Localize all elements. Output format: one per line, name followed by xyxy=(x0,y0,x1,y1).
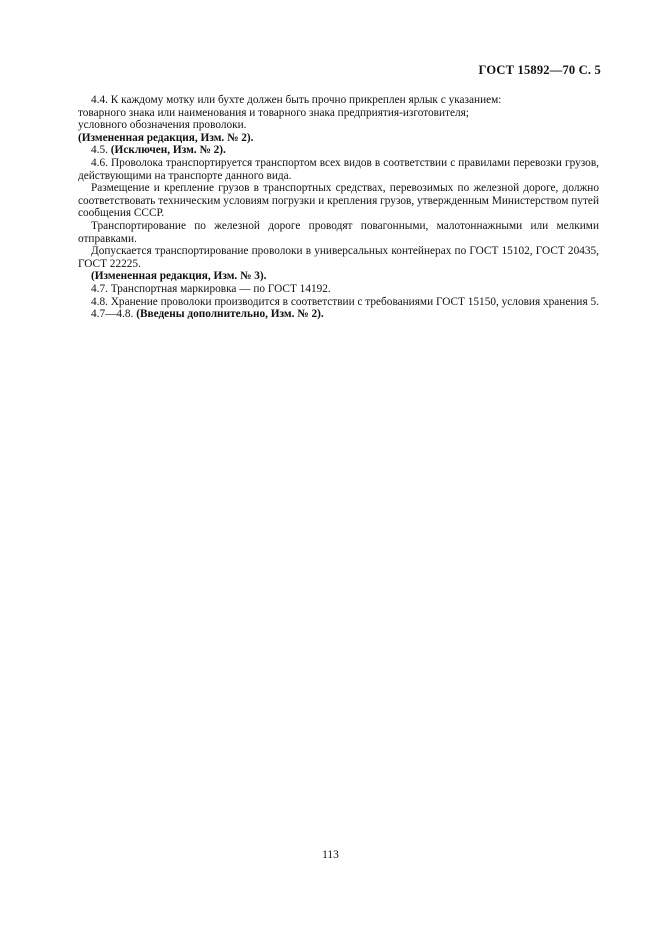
paragraph-4-7-4-8-note xyxy=(91,308,599,321)
document-body xyxy=(78,94,599,321)
paragraph-4-4-line1: 4.4. К каждому мотку или бухте должен быть прочно прикреплен ярлык с указанием: xyxy=(91,94,502,106)
paragraph-4-7: 4.7. Транспортная маркировка — по ГОСТ 14192. xyxy=(91,282,331,295)
paragraph-4-5-number: 4.5. xyxy=(91,144,108,157)
paragraph-4-6 xyxy=(78,157,599,182)
paragraph-4-8 xyxy=(78,296,599,309)
amendment-note-3: (Измененная редакция, Изм. № 3). xyxy=(91,270,267,283)
paragraph-4-4-line3: условного обозначения проволоки. xyxy=(78,119,247,132)
paragraph-4-5-text: (Исключен, Изм. № 2). xyxy=(110,144,226,157)
paragraph-containers-text: Допускается транспортирование проволоки в универсальных контейнерах по ГОСТ 15102, ГОСТ 20435, ГОСТ 22225. xyxy=(78,245,599,270)
page-header: ГОСТ 15892—70 С. 5 xyxy=(478,63,601,77)
paragraph-4-4 xyxy=(91,94,599,107)
paragraph-rail-transport-text: Транспортирование по железной дороге проводят повагонными, малотоннажными или мелкими отправками. xyxy=(78,219,599,245)
paragraph-containers xyxy=(78,245,599,270)
amendment-note-2: (Измененная редакция, Изм. № 2). xyxy=(78,131,254,144)
paragraph-cargo-placement-text: Размещение и крепление грузов в транспортных средствах, перевозимых по железной дороге, должно соответствовать техническим условиям погрузки и крепления грузов, утвержденным Министерством путей сообщения СССР. xyxy=(78,182,599,220)
paragraph-4-8-text: 4.8. Хранение проволоки производится в соответствии с требованиями ГОСТ 15150, условия хранения 5. xyxy=(91,295,599,308)
paragraph-4-6-text: 4.6. Проволока транспортируется транспортом всех видов в соответствии с правилами перевозки грузов, действующими на транспорте данного вида. xyxy=(78,156,599,182)
paragraph-4-7-4-8-number: 4.7—4.8. xyxy=(91,308,134,321)
paragraph-cargo-placement xyxy=(78,182,599,220)
paragraph-rail-transport xyxy=(78,220,599,245)
paragraph-4-7-4-8-text: (Введены дополнительно, Изм. № 2). xyxy=(136,308,324,321)
paragraph-4-5 xyxy=(91,144,599,157)
paragraph-4-4-line2: товарного знака или наименования и товарного знака предприятия-изготовителя; xyxy=(78,106,469,119)
page-number: 113 xyxy=(322,849,339,861)
